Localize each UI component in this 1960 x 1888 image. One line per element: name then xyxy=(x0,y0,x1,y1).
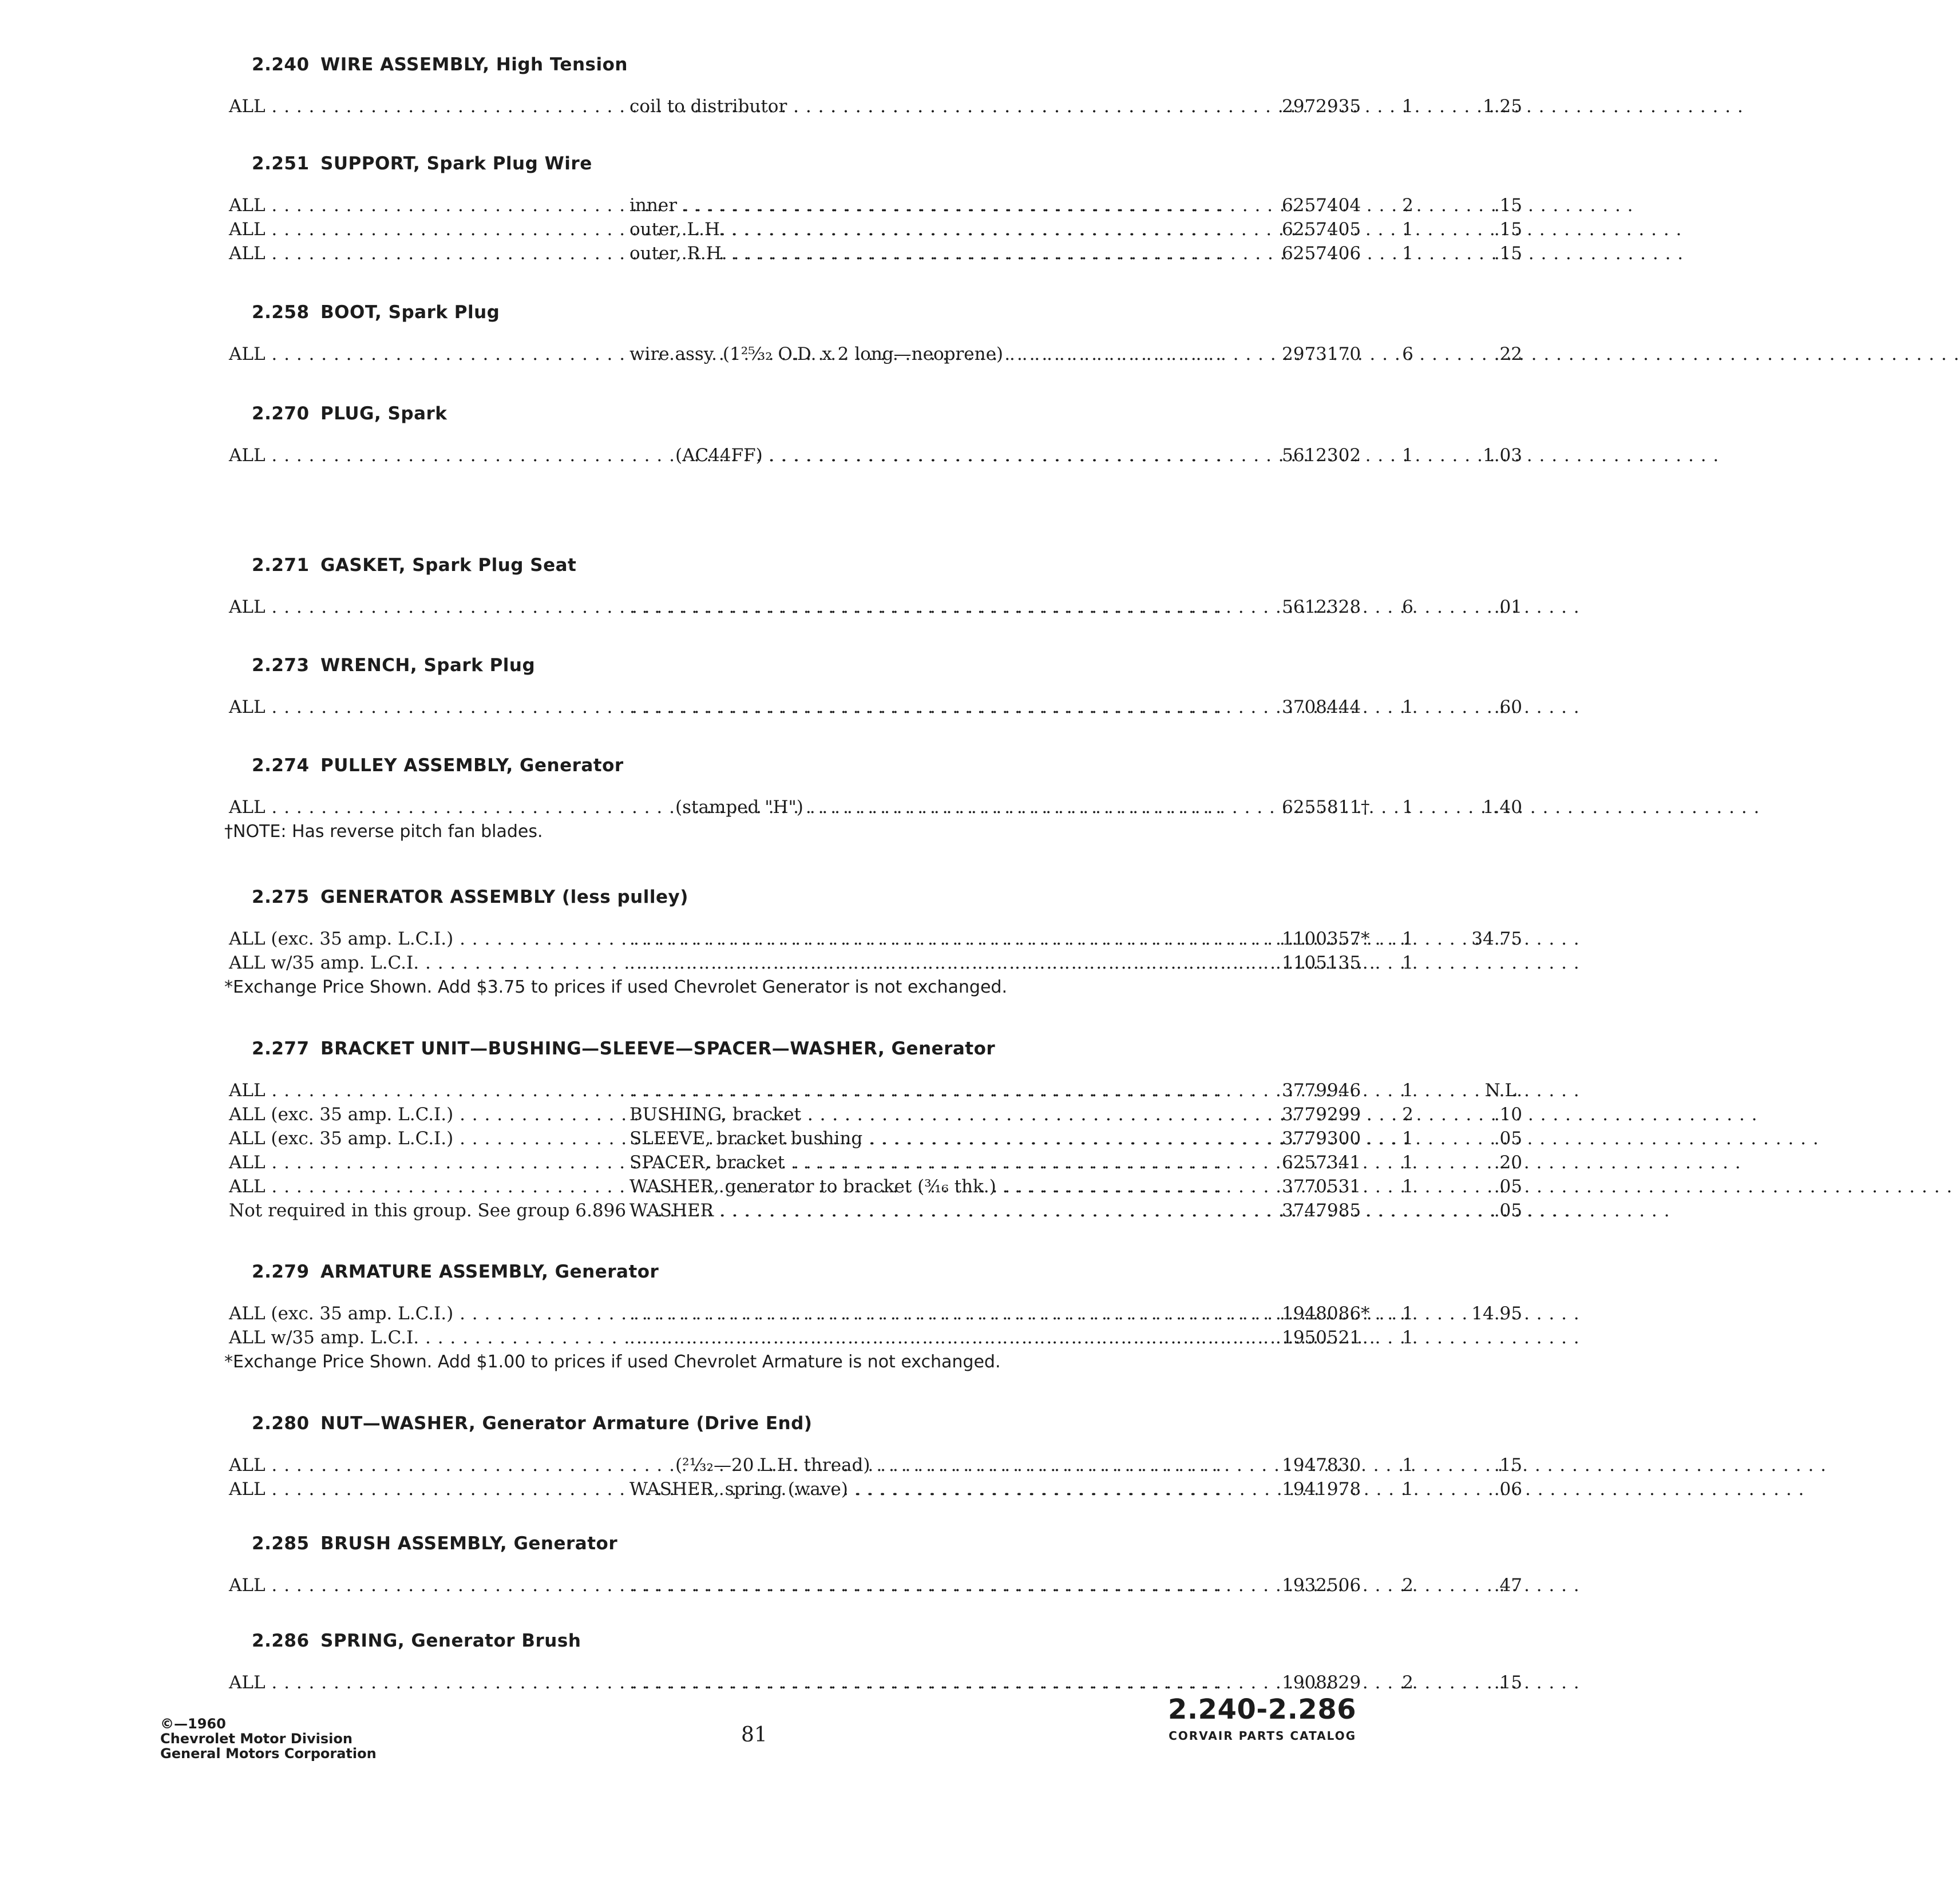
price: .05 xyxy=(1494,1128,1522,1149)
group-heading xyxy=(229,1631,1316,1671)
part-row xyxy=(229,1326,1413,1350)
part-row xyxy=(229,1573,1522,1597)
price: .60 xyxy=(1494,697,1522,717)
quantity: 1 xyxy=(1402,219,1413,240)
part-number: 1100357* xyxy=(1282,929,1370,949)
description: inner . . . xyxy=(629,193,1270,217)
part-row xyxy=(229,595,1522,619)
group-title: GENERATOR ASSEMBLY (less pulley) xyxy=(320,887,688,907)
group-heading xyxy=(229,755,1316,795)
quantity: 1 xyxy=(1402,1327,1413,1348)
part-row xyxy=(229,1127,1522,1151)
part-number: 1941978 xyxy=(1282,1479,1361,1500)
group-number: 2.274 xyxy=(252,755,310,776)
price: 1.03 xyxy=(1482,445,1522,466)
quantity: 1 xyxy=(1402,1152,1413,1173)
group-heading xyxy=(229,403,1316,443)
part-row xyxy=(229,1151,1522,1175)
price: .22 xyxy=(1494,344,1522,364)
parts-group xyxy=(224,887,1522,1000)
quantity: 1 xyxy=(1402,1455,1413,1476)
price: .47 xyxy=(1494,1575,1522,1596)
application: ALL . . . xyxy=(229,217,607,241)
part-number: 3770531 xyxy=(1282,1176,1361,1197)
catalog-title: CORVAIR PARTS CATALOG xyxy=(1169,1729,1356,1743)
application: ALL . . . xyxy=(229,241,607,265)
application: ALL (exc. 35 amp. L.C.I.) . . . xyxy=(229,1102,607,1127)
quantity: 1 xyxy=(1402,96,1413,117)
quantity: 6 xyxy=(1402,597,1413,617)
group-note: †NOTE: Has reverse pitch fan blades. xyxy=(224,822,543,842)
part-number: 1932506 xyxy=(1282,1575,1361,1596)
group-number: 2.270 xyxy=(252,403,310,424)
quantity: 1 xyxy=(1402,1479,1413,1500)
group-title: BRACKET UNIT—BUSHING—SLEEVE—SPACER—WASHER, Generator xyxy=(320,1038,996,1059)
parts-group xyxy=(229,54,1522,118)
parts-group xyxy=(229,1631,1522,1695)
description: WASHER, generator to bracket (³⁄₁₆ thk.) . . . xyxy=(629,1175,1270,1199)
part-row xyxy=(229,1302,1522,1326)
group-title: GASKET, Spark Plug Seat xyxy=(320,555,577,576)
part-number: 3779946 xyxy=(1282,1080,1361,1101)
price: N.L. xyxy=(1484,1080,1522,1101)
price: 1.25 xyxy=(1482,96,1522,117)
application: ALL . . . xyxy=(229,1671,607,1695)
parts-group xyxy=(224,1262,1522,1375)
part-row xyxy=(229,342,1522,366)
part-number: 1948086* xyxy=(1282,1303,1370,1324)
application: ALL . . . xyxy=(229,1477,607,1501)
group-title: BOOT, Spark Plug xyxy=(320,302,500,323)
publisher-block xyxy=(160,1716,377,1761)
description xyxy=(629,1573,1270,1597)
parts-group xyxy=(229,403,1522,467)
parts-group xyxy=(229,655,1522,719)
part-number: 1947830 xyxy=(1282,1455,1361,1476)
quantity: 2 xyxy=(1402,195,1413,216)
description xyxy=(629,1326,1270,1350)
application: ALL . . . xyxy=(229,695,607,719)
part-number: 5612302 xyxy=(1282,445,1361,466)
application: ALL . . . xyxy=(229,1151,607,1175)
description: WASHER, spring (wave) . . . xyxy=(629,1477,1270,1501)
part-row xyxy=(229,1477,1522,1501)
application: ALL . . . xyxy=(229,193,607,217)
group-title: ARMATURE ASSEMBLY, Generator xyxy=(320,1262,659,1282)
price: .15 xyxy=(1494,243,1522,264)
quantity: 1 xyxy=(1402,1128,1413,1149)
group-number: 2.277 xyxy=(252,1038,310,1059)
part-number: 1105135 xyxy=(1282,953,1361,973)
group-number: 2.285 xyxy=(252,1533,310,1554)
group-heading xyxy=(229,1413,1316,1453)
parts-group xyxy=(229,555,1522,619)
part-number: 6257405 xyxy=(1282,219,1361,240)
group-heading xyxy=(229,887,1316,927)
quantity: 1 xyxy=(1402,243,1413,264)
price: 1.40 xyxy=(1482,797,1522,818)
group-range: 2.240-2.286 xyxy=(1167,1693,1356,1726)
quantity: 1 xyxy=(1402,1176,1413,1197)
description: BUSHING, bracket . . . xyxy=(629,1102,1270,1127)
group-number: 2.240 xyxy=(252,54,310,75)
part-number: 3779300 xyxy=(1282,1128,1361,1149)
part-row xyxy=(229,951,1413,975)
part-row xyxy=(229,241,1522,265)
part-row xyxy=(229,217,1522,241)
part-row xyxy=(229,94,1522,118)
quantity: 1 xyxy=(1402,797,1413,818)
price: .15 xyxy=(1494,219,1522,240)
description: (²¹⁄₃₂—20 L.H. thread) . . . xyxy=(675,1453,1270,1477)
application: ALL . . . xyxy=(229,342,607,366)
quantity: 2 xyxy=(1402,1104,1413,1125)
part-row xyxy=(229,1078,1522,1102)
price: .15 xyxy=(1494,1455,1522,1476)
description: (AC44FF) . . . xyxy=(675,443,1270,467)
part-row xyxy=(229,1453,1522,1477)
application: ALL w/35 amp. L.C.I. . . . xyxy=(229,951,607,975)
description xyxy=(629,1078,1270,1102)
description: WASHER . . . xyxy=(629,1199,1270,1223)
description: coil to distributor . . . xyxy=(629,94,1270,118)
application: ALL . . . xyxy=(229,595,607,619)
description: outer, L.H. . . . xyxy=(629,217,1270,241)
part-number: 6255811† xyxy=(1282,797,1370,818)
part-number: 3708444 xyxy=(1282,697,1361,717)
price: .15 xyxy=(1494,195,1522,216)
application: ALL . . . xyxy=(229,94,607,118)
price: .05 xyxy=(1494,1200,1522,1221)
description xyxy=(629,595,1270,619)
price: .20 xyxy=(1494,1152,1522,1173)
parts-group xyxy=(229,1413,1522,1501)
corporation-name: General Motors Corporation xyxy=(160,1746,377,1762)
quantity: 1 xyxy=(1402,953,1413,973)
quantity: 2 xyxy=(1402,1575,1413,1596)
application: ALL w/35 amp. L.C.I. . . . xyxy=(229,1326,607,1350)
part-number: 2972935 xyxy=(1282,96,1361,117)
application: ALL . . . xyxy=(229,1175,607,1199)
part-row xyxy=(229,193,1522,217)
parts-group xyxy=(229,153,1522,265)
page-number: 81 xyxy=(741,1723,767,1747)
parts-group xyxy=(229,1533,1522,1597)
group-number: 2.251 xyxy=(252,153,310,174)
description xyxy=(629,927,1270,951)
price: 14.95 xyxy=(1471,1303,1522,1324)
part-number: 3747985 xyxy=(1282,1200,1361,1221)
application: ALL . . . xyxy=(229,1573,607,1597)
part-row xyxy=(229,695,1522,719)
quantity: 6 xyxy=(1402,344,1413,364)
group-title: WRENCH, Spark Plug xyxy=(320,655,536,676)
group-number: 2.273 xyxy=(252,655,310,676)
price: .06 xyxy=(1494,1479,1522,1500)
application: ALL (exc. 35 amp. L.C.I.) . . . xyxy=(229,1302,607,1326)
group-heading xyxy=(229,302,1316,342)
part-number: 6257406 xyxy=(1282,243,1361,264)
group-note: *Exchange Price Shown. Add $1.00 to prices if used Chevrolet Armature is not exchanged. xyxy=(224,1352,1001,1372)
price: .15 xyxy=(1494,1672,1522,1693)
group-number: 2.280 xyxy=(252,1413,310,1434)
description: SPACER, bracket . . . xyxy=(629,1151,1270,1175)
group-heading xyxy=(229,655,1316,695)
group-heading xyxy=(229,1533,1316,1573)
group-title: SPRING, Generator Brush xyxy=(320,1631,581,1651)
group-title: PULLEY ASSEMBLY, Generator xyxy=(320,755,624,776)
part-number: 1908829 xyxy=(1282,1672,1361,1693)
parts-group xyxy=(229,1038,1522,1223)
quantity: 1 xyxy=(1402,1080,1413,1101)
description: outer, R.H. . . . xyxy=(629,241,1270,265)
quantity: 1 xyxy=(1402,445,1413,466)
price: .01 xyxy=(1494,597,1522,617)
quantity: 2 xyxy=(1402,1672,1413,1693)
description: SLEEVE, bracket bushing . . . xyxy=(629,1127,1270,1151)
group-title: BRUSH ASSEMBLY, Generator xyxy=(320,1533,618,1554)
catalog-block xyxy=(1168,1693,1356,1743)
group-number: 2.271 xyxy=(252,555,310,576)
group-heading xyxy=(229,1038,1316,1078)
price: .05 xyxy=(1494,1176,1522,1197)
part-row xyxy=(229,1671,1522,1695)
quantity: 1 xyxy=(1402,929,1413,949)
group-title: WIRE ASSEMBLY, High Tension xyxy=(320,54,628,75)
group-heading xyxy=(229,1262,1316,1302)
part-row xyxy=(229,1175,1522,1199)
application: Not required in this group. See group 6.896 . . . xyxy=(229,1199,607,1223)
part-number: 6257341 xyxy=(1282,1152,1361,1173)
group-heading xyxy=(229,54,1316,94)
division-name: Chevrolet Motor Division xyxy=(160,1731,353,1747)
application: ALL . . . xyxy=(229,1078,607,1102)
description xyxy=(629,695,1270,719)
price: .10 xyxy=(1494,1104,1522,1125)
price: 34.75 xyxy=(1471,929,1522,949)
part-number: 1950521 xyxy=(1282,1327,1361,1348)
part-number: 3779299 xyxy=(1282,1104,1361,1125)
quantity: 1 xyxy=(1402,697,1413,717)
description: wire assy. (1²⁵⁄₃₂ O.D. x 2 long—neoprene) . . . xyxy=(629,342,1270,366)
group-title: SUPPORT, Spark Plug Wire xyxy=(320,153,592,174)
group-number: 2.258 xyxy=(252,302,310,323)
part-row xyxy=(229,1102,1522,1127)
application: ALL (exc. 35 amp. L.C.I.) . . . xyxy=(229,1127,607,1151)
group-title: NUT—WASHER, Generator Armature (Drive End) xyxy=(320,1413,813,1434)
group-title: PLUG, Spark xyxy=(320,403,448,424)
part-number: 2973170 xyxy=(1282,344,1361,364)
group-note: *Exchange Price Shown. Add $3.75 to prices if used Chevrolet Generator is not exchanged. xyxy=(224,977,1007,997)
part-number: 5612328 xyxy=(1282,597,1361,617)
copyright: ©—1960 xyxy=(160,1716,226,1732)
description xyxy=(629,1671,1270,1695)
part-row xyxy=(229,1199,1522,1223)
description: (stamped "H") . . . xyxy=(675,795,1270,819)
part-row xyxy=(229,927,1522,951)
description xyxy=(629,951,1270,975)
group-heading xyxy=(229,555,1316,595)
group-heading xyxy=(229,153,1316,193)
group-number: 2.279 xyxy=(252,1262,310,1282)
part-number: 6257404 xyxy=(1282,195,1361,216)
application: ALL . . . xyxy=(229,443,607,467)
part-row xyxy=(229,795,1522,819)
group-number: 2.275 xyxy=(252,887,310,907)
application: ALL (exc. 35 amp. L.C.I.) . . . xyxy=(229,927,607,951)
parts-group xyxy=(224,755,1522,844)
group-number: 2.286 xyxy=(252,1631,310,1651)
application: ALL . . . xyxy=(229,795,607,819)
quantity: 1 xyxy=(1402,1303,1413,1324)
description xyxy=(629,1302,1270,1326)
part-row xyxy=(229,443,1522,467)
parts-group xyxy=(229,302,1522,366)
application: ALL . . . xyxy=(229,1453,607,1477)
